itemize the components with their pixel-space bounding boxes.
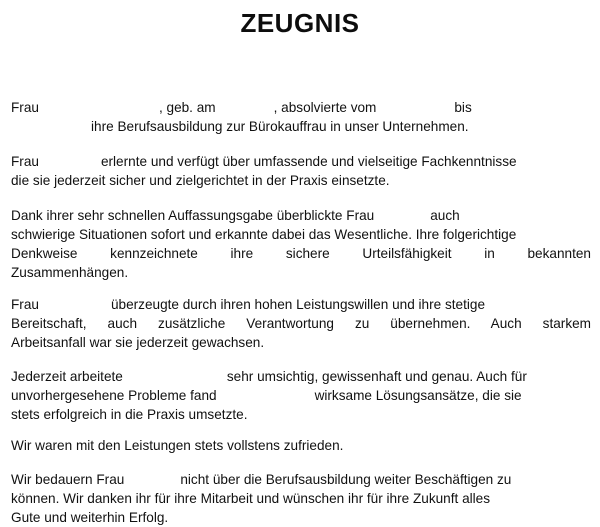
paragraph-closing bbox=[11, 470, 591, 527]
paragraph-skills bbox=[11, 152, 591, 190]
paragraph-line: Gute und weiterhin Erfolg. bbox=[11, 510, 169, 525]
paragraph-line: Arbeitsanfall war sie jederzeit gewachsen. bbox=[11, 335, 265, 350]
document-title: ZEUGNIS bbox=[240, 8, 360, 38]
text-fragment: wirksame Lösungsansätze, die sie bbox=[314, 388, 522, 403]
paragraph-line bbox=[11, 152, 591, 171]
paragraph-line: die sie jederzeit sicher und zielgerichtet in der Praxis einsetzte. bbox=[11, 173, 390, 188]
text-fragment: nicht über die Berufsausbildung weiter Beschäftigen zu bbox=[180, 472, 512, 487]
text-fragment: unvorhergesehene Probleme fand bbox=[11, 388, 217, 403]
paragraph-line bbox=[11, 98, 591, 117]
paragraph-line: Denkweise kennzeichnete ihre sichere Urteilsfähigkeit in bekannten bbox=[11, 246, 591, 261]
paragraph-line: Wir waren mit den Leistungen stets vollstens zufrieden. bbox=[11, 438, 344, 453]
text-fragment: bis bbox=[454, 100, 472, 115]
paragraph-line bbox=[11, 295, 591, 314]
text-fragment: , absolvierte vom bbox=[273, 100, 377, 115]
text-fragment: erlernte und verfügt über umfassende und vielseitige Fachkenntnisse bbox=[100, 154, 517, 169]
paragraph-line: schwierige Situationen sofort und erkannte dabei das Wesentliche. Ihre folgerichtige bbox=[11, 227, 517, 242]
paragraph-comprehension bbox=[11, 206, 591, 282]
paragraph-line: Bereitschaft, auch zusätzliche Verantwortung zu übernehmen. Auch starkem bbox=[11, 316, 591, 331]
paragraph-line bbox=[11, 386, 591, 405]
text-fragment: , geb. am bbox=[158, 100, 216, 115]
paragraph-line: können. Wir danken ihr für ihre Mitarbeit und wünschen ihr für ihre Zukunft alles bbox=[11, 491, 491, 506]
paragraph-motivation bbox=[11, 295, 591, 352]
text-fragment: Wir bedauern Frau bbox=[11, 472, 125, 487]
text-fragment: Frau bbox=[11, 154, 39, 169]
paragraph-line bbox=[11, 367, 591, 386]
text-fragment: ihre Berufsausbildung zur Bürokauffrau in unser Unternehmen. bbox=[91, 119, 469, 134]
paragraph-line bbox=[11, 206, 591, 225]
text-fragment: Jederzeit arbeitete bbox=[11, 369, 123, 384]
text-fragment: auch bbox=[430, 208, 460, 223]
paragraph-intro bbox=[11, 98, 591, 136]
paragraph-work-style bbox=[11, 367, 591, 424]
paragraph-satisfaction bbox=[11, 436, 591, 455]
text-fragment: Dank ihrer sehr schnellen Auffassungsgabe überblickte Frau bbox=[11, 208, 375, 223]
text-fragment: Frau bbox=[11, 297, 39, 312]
text-fragment: überzeugte durch ihren hohen Leistungswillen und ihre stetige bbox=[110, 297, 486, 312]
paragraph-line bbox=[11, 470, 591, 489]
paragraph-line bbox=[11, 117, 591, 136]
text-fragment: sehr umsichtig, gewissenhaft und genau. Auch für bbox=[226, 369, 527, 384]
paragraph-line: stets erfolgreich in die Praxis umsetzte. bbox=[11, 407, 248, 422]
paragraph-line: Zusammenhängen. bbox=[11, 265, 129, 280]
text-fragment: Frau bbox=[11, 100, 39, 115]
